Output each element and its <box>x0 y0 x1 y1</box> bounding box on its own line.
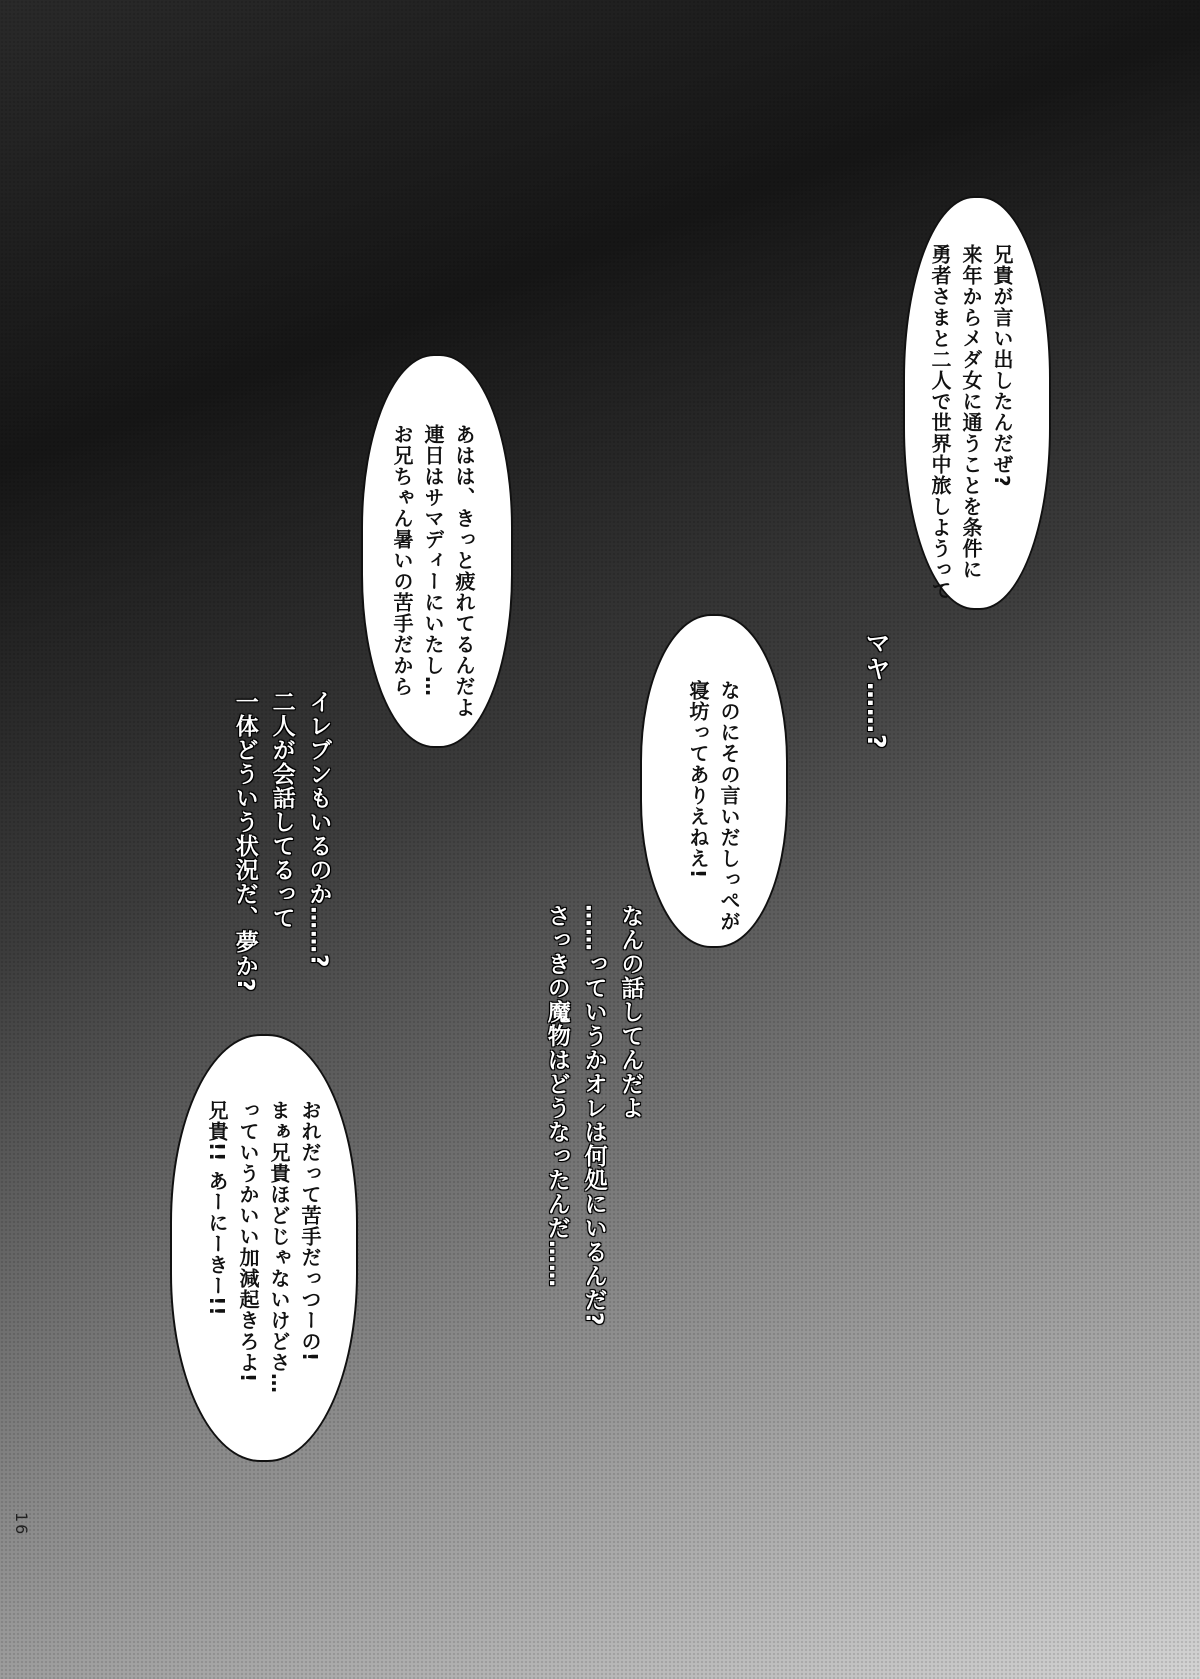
speech-text-2: あはは、きっと疲れてるんだよ 連日はサマディーにいたし… お兄ちゃん暑いの苦手だから <box>390 424 476 718</box>
speech-text-1: 兄貴が言い出したんだぜ? 来年からメダ女に通うことを条件に 勇者さまと二人で世界中旅しようって <box>928 244 1014 601</box>
narration-maya: マヤ……? <box>862 630 891 750</box>
narration-eleven: イレブンもいるのか……? 二人が会話してるって 一体どういう状況だ、夢か? <box>231 690 332 993</box>
speech-text-3: なのにその言いだしっぺが 寝坊ってありえねえ! <box>686 680 741 932</box>
page-number: 16 <box>12 1512 31 1537</box>
speech-text-4: おれだって苦手だっつーの! まぁ兄貴ほどじゃないけどさ… っていうかいい加減起きろよ! 兄貴!! あーにーきー!! <box>205 1100 322 1394</box>
narration-where: なんの話してんだよ ……っていうかオレは何処にいるんだ? さっきの魔物はどうなったんだ…… <box>543 904 644 1327</box>
